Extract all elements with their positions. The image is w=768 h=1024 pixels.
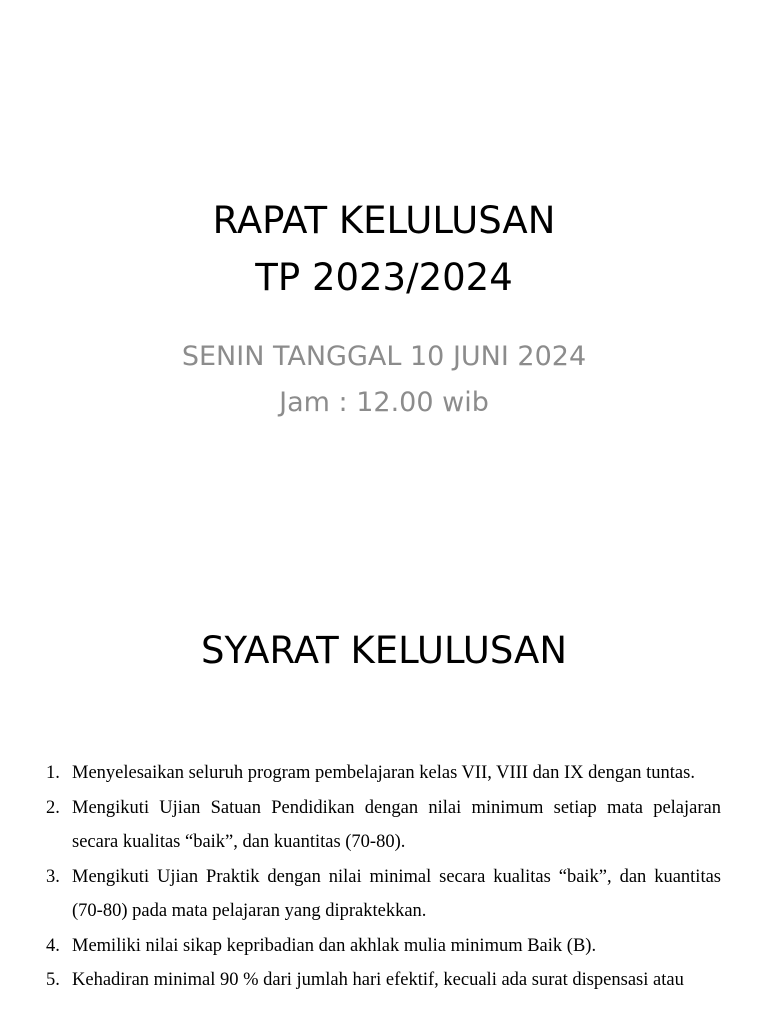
requirements-list (40, 756, 721, 998)
requirement-item (40, 756, 721, 791)
requirement-text: Mengikuti Ujian Praktik dengan nilai minimal secara kualitas “baik”, dan kuantitas (70-80) pada mata pelajaran yang dipraktekkan. (72, 866, 721, 921)
requirement-text: Kehadiran minimal 90 % dari jumlah hari efektif, kecuali ada surat dispensasi atau (72, 970, 684, 990)
slide-title-line-1: RAPAT KELULUSAN (212, 199, 556, 242)
requirement-text: Memiliki nilai sikap kepribadian dan akhlak mulia minimum Baik (B). (72, 935, 597, 956)
requirement-number: 4. (46, 935, 60, 956)
slide-subtitle (0, 334, 768, 426)
requirement-item (40, 791, 721, 860)
requirement-number: 5. (46, 970, 60, 990)
requirement-number: 2. (46, 797, 60, 818)
slide-title-line-2: TP 2023/2024 (255, 256, 513, 299)
slide-title (0, 192, 768, 306)
requirement-item (40, 963, 721, 998)
requirement-number: 1. (46, 763, 60, 783)
requirement-text: Mengikuti Ujian Satuan Pendidikan dengan nilai minimum setiap mata pelajaran secara kualitas “baik”, dan kuantitas (70-80). (72, 797, 721, 852)
requirement-text: Menyelesaikan seluruh program pembelajaran kelas VII, VIII dan IX dengan tuntas. (72, 763, 695, 783)
requirement-item (40, 929, 721, 964)
meeting-time: Jam : 12.00 wib (279, 387, 489, 418)
requirement-item (40, 860, 721, 929)
meeting-date: SENIN TANGGAL 10 JUNI 2024 (181, 341, 587, 372)
requirement-number: 3. (46, 866, 60, 887)
section-heading: SYARAT KELULUSAN (200, 629, 568, 672)
